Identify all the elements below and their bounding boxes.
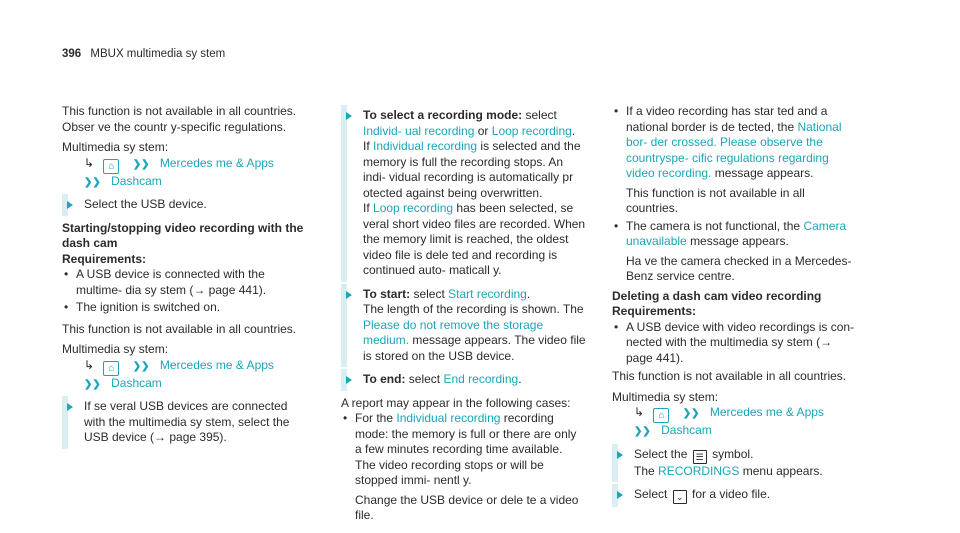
step-triangle-icon — [67, 201, 73, 209]
chevron-right-icon: ❯❯ — [634, 426, 651, 437]
list-item-text: If a video recording has star ted and a national border is de tected, the — [626, 104, 828, 134]
nav-item-mercedes-me-apps[interactable]: Mercedes me & Apps — [159, 357, 274, 372]
arrow-return-icon: ↳ — [84, 155, 95, 170]
step-label: To select a recording mode: — [363, 108, 523, 122]
header-title: MBUX multimedia sy stem — [90, 48, 226, 60]
message-text: Camera unavailable — [626, 218, 847, 248]
nav-item-dashcam[interactable]: Dashcam — [661, 423, 712, 437]
page-header — [62, 47, 225, 63]
step-text: Select the USB device. — [84, 197, 207, 211]
step-text: . — [518, 372, 522, 386]
menu-item-loop-recording: Loop recording — [373, 201, 454, 215]
paragraph: A report may appear in the following cases: — [341, 395, 571, 410]
home-icon[interactable]: ⌂ — [103, 159, 119, 174]
paragraph: This function is not available in all countries. — [612, 369, 847, 383]
nav-item-mercedes-me-apps[interactable]: Mercedes me & Apps — [709, 405, 824, 419]
menu-item-individual-recording: Individual recording — [396, 411, 501, 425]
list-item-text: recording mode: the memory is full or there are only a few minutes recording time available. The video recording stops or will be stopped immi‐ nentl y. — [355, 411, 577, 487]
step-triangle-icon — [617, 451, 623, 459]
arrow-return-icon: ↳ — [634, 405, 645, 419]
step — [341, 372, 586, 388]
step-label: To end: — [363, 372, 406, 386]
step-triangle-icon — [346, 112, 352, 120]
step-text: Select the — [634, 446, 688, 461]
step — [341, 108, 586, 279]
step-text: If se veral USB devices are connected with the multimedia sy stem, select the USB device (→ page 395). — [84, 399, 290, 444]
step-text: has been selected, se veral short video files are recorded. When the memory limit is reached, the oldest video file is dele ted and recording is continued auto‐ maticall y. — [363, 201, 586, 277]
menu-item-loop-recording[interactable]: Loop recording — [491, 123, 572, 138]
arrow-return-icon: ↳ — [84, 357, 95, 372]
requirements-label: Requirements: — [612, 304, 697, 318]
step-text: select — [408, 372, 441, 386]
step: To start: select Start recording. The length of the recording is shown. The Please do not remove the storage medium. message appears. The video file is stored on the USB device. — [341, 287, 586, 365]
list-item: • A USB device with video recordings is con‐ nected with the multimedia sy stem (→ page 441). — [612, 320, 857, 367]
step — [612, 487, 857, 504]
column-3 — [612, 104, 857, 512]
list-item-text: Ha ve the camera checked in a Mercedes- Benz service centre. — [626, 253, 852, 283]
chevron-right-icon: ❯❯ — [132, 158, 150, 170]
step-text: The — [634, 463, 655, 478]
list-item-text: message appears. — [714, 166, 814, 180]
step-text: is selected and the memory is full the recording stops. An indi‐ vidual recording is automatically pr otected against being overwritten. — [363, 139, 581, 200]
list-item-text: For the — [355, 411, 394, 425]
requirements-label: Requirements: — [62, 251, 147, 266]
chevron-right-icon: ❯❯ — [84, 378, 101, 390]
step-triangle-icon — [346, 291, 352, 299]
nav-path — [62, 358, 307, 393]
step-text: symbol. — [712, 446, 754, 461]
list-item — [612, 104, 857, 217]
step — [62, 399, 307, 446]
step-text: The length of the recording is shown. The — [363, 302, 584, 316]
section-heading: Starting/stopping video recording with the dash cam — [62, 220, 304, 250]
message-text: National bor‐ der crossed. Please observe the countryspe‐ cific regulations regarding video recording. — [626, 119, 842, 180]
step-text: If — [363, 201, 370, 215]
menu-item-individual-recording: Individual recording — [373, 139, 478, 153]
step — [612, 447, 857, 480]
step-text: for a video file. — [692, 487, 771, 501]
step-text: menu appears. — [742, 463, 823, 478]
nav-item-dashcam[interactable]: Dashcam — [111, 173, 162, 188]
menu-item-individual-recording[interactable]: Individ‐ ual recording — [363, 123, 475, 138]
page-number: 396 — [62, 48, 82, 60]
list-item: • The ignition is switched on. — [62, 300, 307, 316]
list-item-text: This function is not available in all countries. — [626, 185, 805, 215]
step-label: To start: — [363, 286, 411, 301]
chevron-right-icon: ❯❯ — [682, 408, 700, 419]
step-triangle-icon — [346, 376, 352, 384]
menu-recordings: RECORDINGS — [658, 463, 740, 478]
paragraph: This function is not available in all countries. — [62, 321, 297, 336]
step — [62, 197, 307, 213]
step-text: If — [363, 139, 370, 153]
list-item: • A USB device is connected with the multime‐ dia sy stem (→ page 441). — [62, 267, 307, 298]
list-item — [612, 219, 857, 285]
menu-item-start-recording[interactable]: Start recording — [448, 286, 527, 301]
list-item — [341, 411, 586, 524]
home-icon[interactable]: ⌂ — [103, 361, 119, 376]
step-text: message appears. The video file is stored on the USB device. — [363, 333, 586, 363]
step-triangle-icon — [617, 491, 623, 499]
column-1 — [62, 104, 307, 454]
list-menu-icon[interactable]: ☰ — [693, 450, 707, 464]
paragraph: This function is not available in all countries. Obser ve the countr y-specific regulations. — [62, 104, 297, 134]
nav-path — [62, 156, 307, 191]
nav-item-mercedes-me-apps[interactable]: Mercedes me & Apps — [159, 155, 274, 170]
list-item-text: message appears. — [690, 234, 789, 248]
step-text: select — [525, 108, 557, 122]
step-text: or — [477, 123, 489, 138]
list-item-text: Change the USB device or dele te a video file. — [355, 492, 579, 522]
multimedia-system-label: Multimedia sy stem: — [62, 140, 169, 154]
section-heading: Deleting a dash cam video recording — [612, 288, 822, 303]
chevron-right-icon: ❯❯ — [132, 360, 150, 372]
nav-item-dashcam[interactable]: Dashcam — [111, 375, 162, 390]
message-text: Please do not remove the storage medium. — [363, 317, 544, 347]
step-text: select — [413, 286, 445, 301]
column-2 — [341, 104, 586, 526]
menu-item-end-recording[interactable]: End recording — [443, 372, 519, 386]
list-item-text: The camera is not functional, the — [626, 218, 801, 233]
chevron-right-icon: ❯❯ — [84, 176, 101, 188]
step-text: . — [571, 123, 576, 138]
nav-path — [612, 405, 857, 440]
step-triangle-icon — [67, 403, 73, 411]
home-icon[interactable]: ⌂ — [653, 408, 669, 423]
multimedia-system-label: Multimedia sy stem: — [612, 389, 719, 404]
multimedia-system-label: Multimedia sy stem: — [62, 342, 169, 356]
step-text: Select — [634, 487, 668, 501]
chevron-down-circle-icon[interactable]: ⌄ — [673, 490, 687, 504]
